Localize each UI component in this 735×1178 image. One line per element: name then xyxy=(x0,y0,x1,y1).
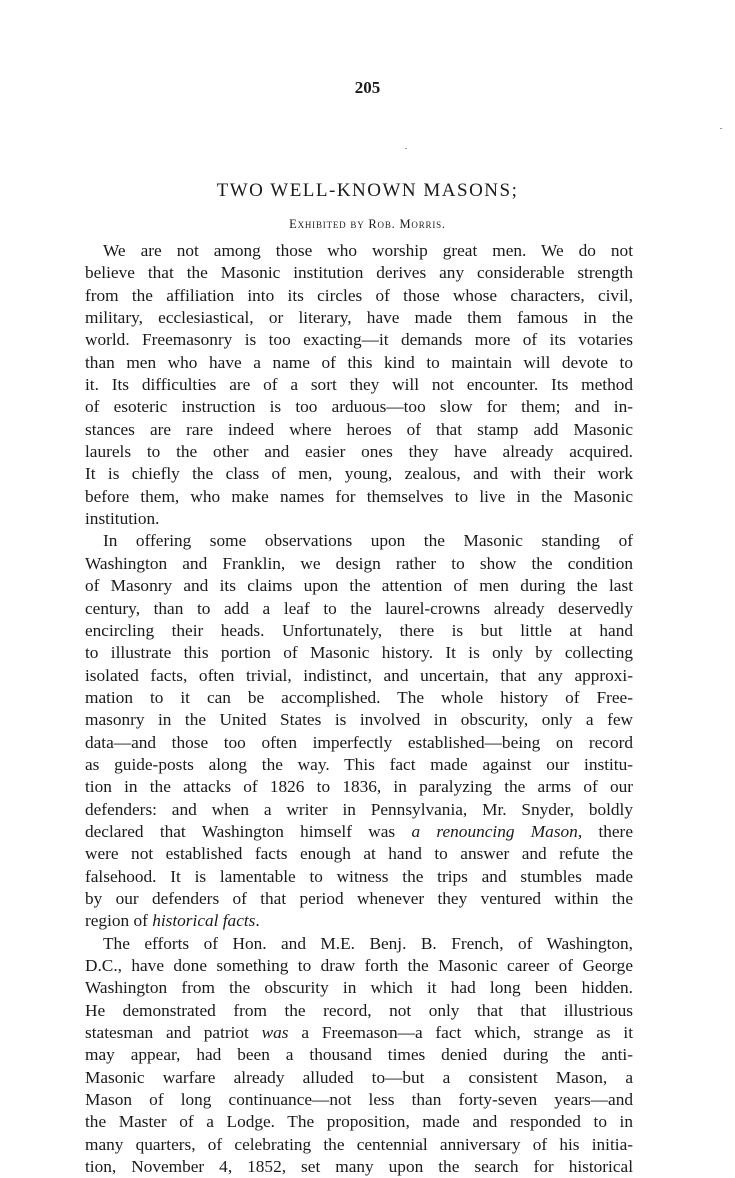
text-line: many quarters, of celebrating the centennial anniversary of his initia- xyxy=(85,1134,633,1154)
text-line: Masonic warfare already alluded to—but a consistent Mason, a xyxy=(85,1067,633,1087)
text-segment: a Freemason—a fact which, strange as it xyxy=(288,1023,633,1043)
text-line: it. Its difficulties are of a sort they will not encounter. Its method xyxy=(85,375,633,395)
text-line: Washington from the obscurity in which it had long been hidden. xyxy=(85,978,633,998)
article-body xyxy=(85,240,633,1178)
text-line: as guide-posts along the way. This fact made against our institu- xyxy=(85,754,633,774)
italic-phrase: was xyxy=(261,1023,289,1043)
text-segment: region of xyxy=(85,911,153,931)
text-line: He demonstrated from the record, not only that that illustrious xyxy=(85,1000,633,1020)
text-line: institution. xyxy=(85,509,160,529)
text-line xyxy=(85,821,633,843)
text-line: falsehood. It is lamentable to witness the trips and stumbles made xyxy=(85,866,633,886)
text-line: Mason of long continuance—not less than forty-seven years—and xyxy=(85,1090,633,1110)
text-line: from the affiliation into its circles of those whose characters, civil, xyxy=(85,285,633,305)
text-line: may appear, had been a thousand times denied during the anti- xyxy=(85,1045,633,1065)
article-byline: Exhibited by Rob. Morris. xyxy=(289,217,446,231)
text-line: The efforts of Hon. and M.E. Benj. B. French, of Washington, xyxy=(103,933,633,953)
text-line: the Master of a Lodge. The proposition, made and responded to in xyxy=(85,1112,633,1132)
text-line: world. Freemasonry is too exacting—it demands more of its votaries xyxy=(85,330,633,350)
text-line: In offering some observations upon the Masonic standing of xyxy=(103,531,633,551)
text-line: than men who have a name of this kind to maintain will devote to xyxy=(85,352,633,372)
article-title: TWO WELL-KNOWN MASONS; xyxy=(216,180,519,201)
text-line xyxy=(85,910,633,932)
text-line: military, ecclesiastical, or literary, have made them famous in the xyxy=(85,308,633,328)
text-line: Washington and Franklin, we design rather to show the condition xyxy=(85,553,633,573)
text-line: before them, who make names for themselves to live in the Masonic xyxy=(85,486,633,506)
text-line: by our defenders of that period whenever they ventured within the xyxy=(85,888,633,908)
text-line xyxy=(85,1022,633,1044)
italic-phrase: a renouncing Mason xyxy=(411,821,578,841)
text-line: to illustrate this portion of Masonic history. It is only by collecting xyxy=(85,643,633,663)
text-line: We are not among those who worship great men. We do not xyxy=(103,241,633,260)
text-line: of Masonry and its claims upon the attention of men during the last xyxy=(85,576,633,596)
italic-phrase: historical facts xyxy=(152,911,256,931)
text-line: encircling their heads. Unfortunately, there is but little at hand xyxy=(85,620,633,640)
text-line: laurels to the other and easier ones they have already acquired. xyxy=(85,442,633,462)
page-number: 205 xyxy=(354,78,381,97)
text-line: D.C., have done something to draw forth the Masonic career of George xyxy=(85,956,633,975)
text-segment: . xyxy=(255,911,260,931)
text-line: believe that the Masonic institution derives any considerable strength xyxy=(85,263,633,283)
text-line: isolated facts, often trivial, indistinct, and uncertain, that any approxi- xyxy=(85,665,633,685)
text-line: tion in the attacks of 1826 to 1836, in paralyzing the arms of our xyxy=(85,777,633,797)
text-line: of esoteric instruction is too arduous—too slow for them; and in- xyxy=(85,397,633,417)
text-line: data—and those too often imperfectly established—being on record xyxy=(85,732,633,752)
text-line: century, than to add a leaf to the laurel-crowns already deservedly xyxy=(85,598,633,618)
text-line: defenders: and when a writer in Pennsylvania, Mr. Snyder, boldly xyxy=(85,799,633,819)
text-segment: declared that Washington himself was xyxy=(85,821,412,841)
text-line: were not established facts enough at hand to answer and refute the xyxy=(85,844,633,864)
text-line: tion, November 4, 1852, set many upon the search for historical xyxy=(85,1157,633,1177)
text-line: masonry in the United States is involved in obscurity, only a few xyxy=(85,710,633,730)
text-segment: statesman and patriot xyxy=(85,1023,262,1043)
text-line: stances are rare indeed where heroes of that stamp add Masonic xyxy=(85,419,633,439)
text-line: It is chiefly the class of men, young, zealous, and with their work xyxy=(85,464,633,484)
text-line: mation to it can be accomplished. The whole history of Free- xyxy=(85,687,633,707)
text-segment: , there xyxy=(577,821,633,841)
